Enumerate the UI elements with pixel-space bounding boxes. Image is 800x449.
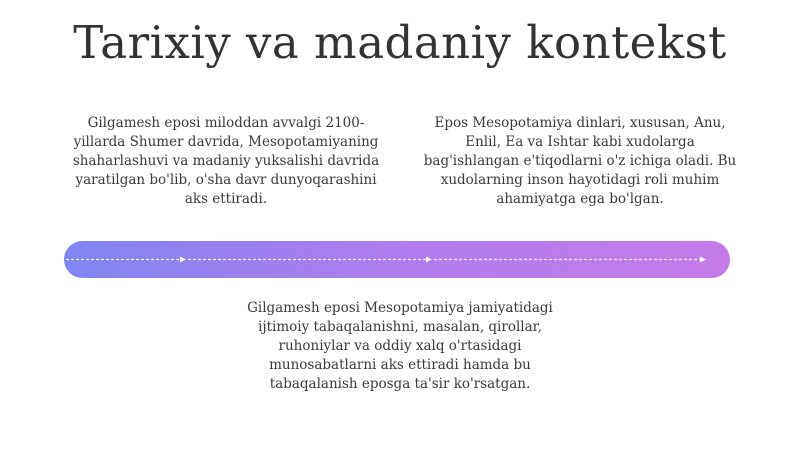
timeline-arrow-1 [66,257,186,263]
context-text-left: Gilgamesh eposi miloddan avvalgi 2100-yillarda Shumer davrida, Mesopotamiyaning shaharlashuvi va madaniy yuksalishi davrida yaratilgan bo'lib, o'sha davr dunyoqarashini aks ettiradi. [72,115,380,207]
slide-title: Tarixiy va madaniy kontekst [73,16,727,69]
timeline-arrows [64,241,730,278]
timeline-arrow-3 [434,257,706,263]
timeline-bar [64,241,730,278]
timeline-arrow-2 [188,257,432,263]
context-text-right: Epos Mesopotamiya dinlari, xususan, Anu, Enlil, Ea va Ishtar kabi xudolarga bag'ishlangan e'tiqodlarni o'z ichiga oladi. Bu xudolarning inson hayotidagi roli muhim ahamiyatga ega bo'lgan. [423,115,737,207]
context-text-bottom: Gilgamesh eposi Mesopotamiya jamiyatidagi ijtimoiy tabaqalanishni, masalan, qirollar, ruhoniylar va oddiy xalq o'rtasidagi munosabatlarni aks ettiradi hamda bu tabaqalanish eposga ta'sir ko'rsatgan. [247,300,553,392]
